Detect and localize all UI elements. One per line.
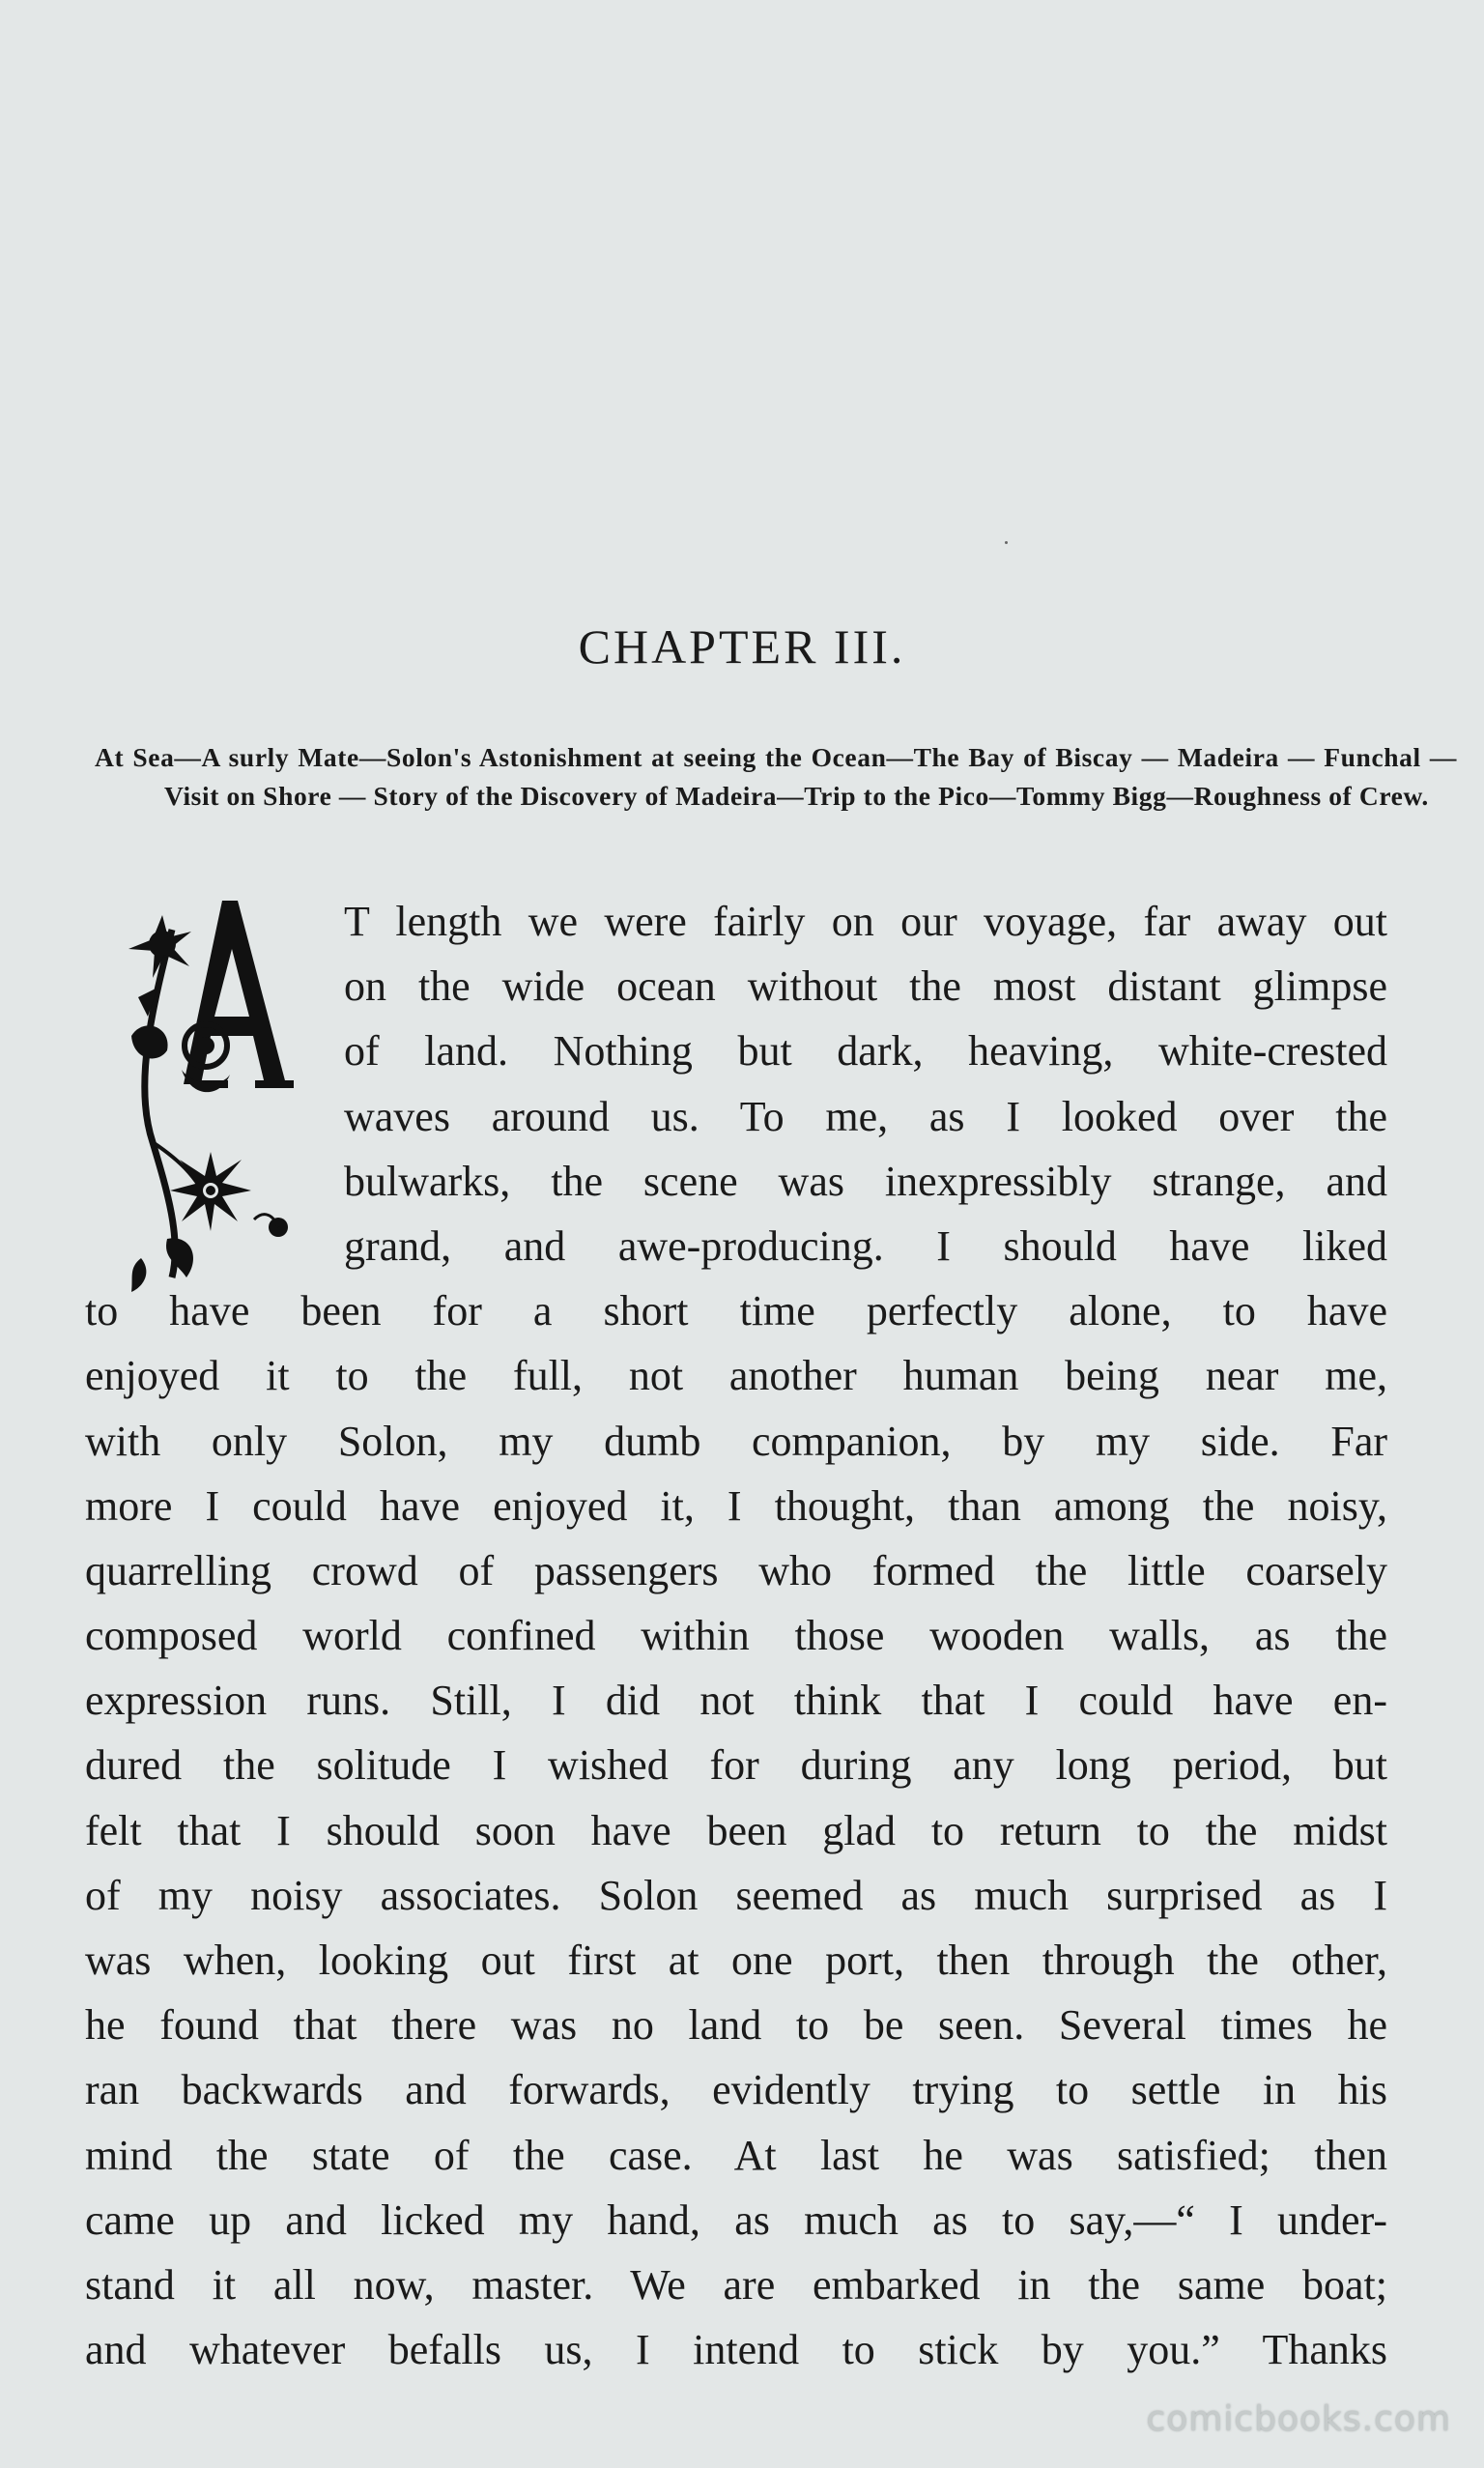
body-text: [85, 889, 1387, 2382]
text-line: with only Solon, my dumb companion, by my side. Far: [85, 1417, 1387, 1465]
text-line: and whatever befalls us, I intend to stick by you.” Thanks: [85, 2326, 1387, 2374]
text-line: came up and licked my hand, as much as to say,—“ I under-: [85, 2195, 1387, 2244]
text-line: waves around us. To me, as I looked over the: [344, 1092, 1387, 1140]
text-line: of land. Nothing but dark, heaving, white-crested: [344, 1027, 1387, 1076]
text-line: felt that I should soon have been glad to return to the midst: [85, 1806, 1387, 1854]
text-line: expression runs. Still, I did not think that I could have en-: [85, 1677, 1387, 1725]
watermark: comicbooks.com: [1146, 2399, 1451, 2439]
text-line: dured the solitude I wished for during any long period, but: [85, 1741, 1387, 1790]
text-line: T length we were fairly on our voyage, far away out: [344, 898, 1387, 945]
text-line: more I could have enjoyed it, I thought, than among the noisy,: [85, 1481, 1387, 1530]
ink-speck: [1005, 541, 1008, 544]
text-line: grand, and awe-producing. I should have liked: [344, 1221, 1387, 1270]
text-line: he found that there was no land to be seen. Several times he: [85, 2001, 1387, 2050]
text-line: mind the state of the case. At last he was satisfied; then: [85, 2131, 1387, 2179]
text-line: on the wide ocean without the most distant glimpse: [344, 962, 1387, 1011]
text-line: quarrelling crowd of passengers who formed the little coarsely: [85, 1546, 1387, 1594]
chapter-title: CHAPTER III.: [578, 619, 906, 674]
text-line: ran backwards and forwards, evidently trying to settle in his: [85, 2066, 1387, 2114]
text-line: was when, looking out first at one port, then through the other,: [85, 1937, 1387, 1984]
text-line: bulwarks, the scene was inexpressibly strange, and: [344, 1157, 1387, 1205]
chapter-synopsis: At Sea—A surly Mate—Solon's Astonishment at seeing the Ocean—The Bay of Biscay — Madeira — Funchal — Visit on Shore — Story of the Discovery of Madeira—Trip to the Pico—Tommy Bigg—Roughness of Crew.: [95, 742, 1457, 811]
text-line: to have been for a short time perfectly alone, to have: [85, 1287, 1387, 1335]
text-line: of my noisy associates. Solon seemed as much surprised as I: [85, 1871, 1387, 1919]
text-line: stand it all now, master. We are embarked in the same boat;: [85, 2260, 1387, 2309]
text-line: composed world confined within those wooden walls, as the: [85, 1612, 1387, 1660]
text-line: enjoyed it to the full, not another human being near me,: [85, 1352, 1387, 1400]
